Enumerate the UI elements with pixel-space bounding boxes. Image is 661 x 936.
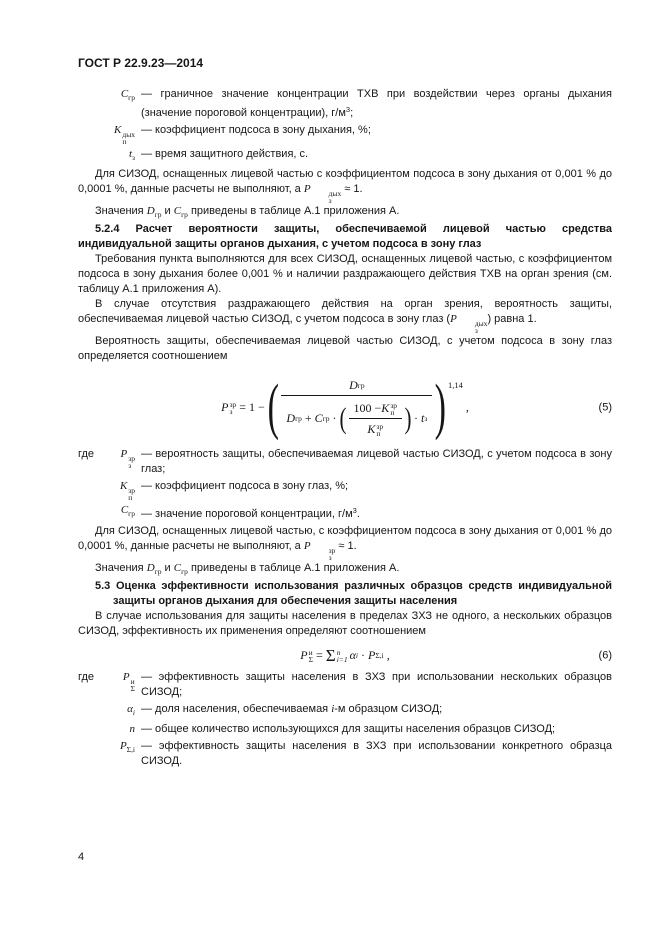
where-item-cgr	[78, 503, 612, 522]
left-paren-big: (	[267, 373, 279, 442]
definition-text	[141, 87, 612, 121]
text-run: — значение пороговой концентрации, г/м	[141, 508, 353, 520]
multiply-operator: ·	[361, 648, 366, 662]
math-stack	[458, 320, 488, 334]
paragraph-values-table-a1-2	[78, 561, 612, 579]
math-stack	[128, 487, 135, 501]
math-sub: з	[132, 153, 135, 162]
math-sub: гр	[154, 210, 162, 219]
paragraph-several-samples: В случае использования для защиты населения в пределах ЗХЗ не одного, а нескольких образцов СИЗОД, эффективность их применения определяют соотношением	[78, 610, 612, 637]
fraction-numerator	[281, 376, 432, 396]
math-stack	[309, 649, 313, 663]
where-list-5	[78, 447, 612, 522]
math-sub: i	[132, 708, 135, 717]
math-stack	[312, 190, 342, 204]
superscript-3: 3	[345, 105, 351, 114]
definition-item-tz	[78, 147, 612, 165]
math-var: P	[122, 671, 130, 683]
term-c-gr	[78, 503, 141, 522]
math-var: n	[129, 723, 135, 735]
definition-text: — общее количество использующихся для защиты населения образцов СИЗОД;	[141, 723, 556, 735]
math-sub: з	[474, 326, 478, 335]
definition-text	[141, 503, 612, 522]
term-alpha-i	[78, 702, 141, 720]
text-run: ≈ 1.	[335, 540, 357, 552]
text-run: Значения	[95, 205, 147, 217]
term-t-z	[78, 147, 141, 165]
definition-item-kp-dyh	[78, 123, 612, 145]
text-run: приведены в таблице А.1 приложения А.	[187, 562, 400, 574]
text-run: и	[161, 205, 174, 217]
term-k-p-zr	[78, 479, 141, 501]
math-sub: з	[128, 461, 132, 470]
definition-text: — эффективность защиты населения в ЗХЗ при использовании конкретного образца СИЗОД.	[141, 740, 612, 767]
math-sub: гр	[322, 414, 330, 423]
math-var: D	[286, 411, 296, 425]
math-sub: гр	[357, 381, 365, 390]
fraction-denominator	[281, 396, 432, 439]
definition-text: — время защитного действия, с.	[141, 148, 309, 160]
text-run: Для СИЗОД, оснащенных лицевой частью с коэффициентом подсоса в зону дыхания от 0,001 % до 0,0001 %, данные расчеты не выполняют, а	[78, 168, 612, 195]
text-run: ) равна 1.	[487, 313, 537, 325]
math-sub: п	[376, 428, 381, 438]
equation-number-5: (5)	[598, 401, 612, 413]
math-stack	[312, 547, 336, 561]
math-var: K	[367, 422, 376, 436]
text-run: В случае отсутствия раздражающего действия на орган зрения, вероятность защиты, обеспечиваемая лицевой частью СИЗОД, с учетом подсоса в зону глаз (	[78, 298, 612, 325]
math-stack	[122, 131, 135, 145]
term-p-sum	[78, 670, 141, 700]
math-var: K	[119, 480, 128, 492]
math-sub: гр	[181, 210, 188, 219]
text-run: .	[356, 508, 360, 520]
term-c-gr	[78, 87, 141, 121]
where-list-6	[78, 670, 612, 769]
plus-operator: +	[304, 411, 312, 425]
heading-5-2-4: 5.2.4 Расчет вероятности защиты, обеспечиваемой лицевой частью средства индивидуальной защиты органов дыхания, с учетом подсоса в зону глаз	[78, 223, 612, 250]
sum-lower-limit: i=1	[336, 654, 348, 664]
sum-limits	[337, 649, 348, 663]
formula-6-expression	[300, 647, 389, 664]
page-number: 4	[78, 851, 85, 863]
text-run: и	[161, 562, 174, 574]
text-run: -м образцом СИЗОД;	[334, 703, 443, 715]
trailing-comma: ,	[465, 400, 469, 414]
math-var: D	[146, 205, 155, 217]
right-paren-big: )	[434, 373, 447, 442]
math-sup: зр	[128, 454, 135, 463]
math-var: i	[331, 703, 335, 715]
math-var: C	[120, 504, 129, 516]
math-var: α	[349, 648, 356, 662]
term-p-sigma-i	[78, 739, 141, 769]
math-sub: п	[128, 493, 133, 502]
math-var: D	[349, 378, 358, 392]
math-sup: зр	[390, 400, 398, 410]
math-var: P	[450, 313, 457, 325]
math-sub: з	[424, 414, 428, 423]
multiply-operator: ·	[332, 411, 337, 425]
math-sub: гр	[181, 567, 188, 576]
math-sub: з	[328, 553, 332, 562]
math-stack	[376, 423, 383, 437]
math-var: P	[119, 740, 127, 752]
math-var: t	[421, 411, 425, 425]
math-var: P	[120, 448, 128, 460]
term-p-zr	[78, 447, 141, 477]
definition-text	[141, 702, 612, 720]
math-stack	[229, 401, 236, 415]
where-label: где	[78, 671, 95, 683]
outer-fraction	[281, 376, 432, 439]
where-item-kp-zr	[78, 479, 612, 501]
math-sub: гр	[295, 414, 302, 423]
paragraph-sizod-dyh	[78, 167, 612, 204]
paragraph-values-table-a1	[78, 204, 612, 222]
math-relation: = 1 −	[239, 400, 265, 414]
math-sup: зр	[128, 486, 135, 495]
math-var: P	[300, 648, 308, 662]
math-sub: гр	[154, 567, 162, 576]
math-sub: Σ,i	[375, 651, 384, 660]
definition-text: — коэффициент подсоса в зону дыхания, %;	[141, 124, 371, 136]
math-sup: и	[130, 677, 135, 686]
math-sup: и	[308, 647, 313, 657]
formula-5	[78, 373, 612, 442]
math-sup: зр	[376, 421, 384, 431]
paragraph-sizod-zr	[78, 524, 612, 561]
where-item-alpha	[78, 702, 612, 720]
math-sup: дых	[474, 319, 488, 328]
math-sub: Σ,i	[126, 745, 135, 754]
math-var: P	[221, 400, 229, 414]
text-run: приведены в таблице А.1 приложения А.	[187, 205, 400, 217]
math-var: t	[128, 148, 133, 160]
math-sub: Σ	[130, 684, 135, 693]
definition-text: — коэффициент подсоса в зону глаз, %;	[141, 480, 349, 492]
heading-5-3: 5.3 Оценка эффективности использования различных образцов средств индивидуальной защиты органов дыхания для обеспечения защиты населения	[95, 580, 612, 607]
where-label: где	[78, 448, 95, 460]
math-sup: дых	[328, 189, 342, 198]
math-var: C	[120, 88, 129, 100]
math-var: P	[303, 183, 311, 195]
math-var: C	[173, 562, 182, 574]
text-run: Для СИЗОД, оснащенных лицевой частью, с коэффициентом подсоса в зону дыхания от 0,001 % до 0,0001 %, данные расчеты не выполняют, а	[78, 525, 612, 552]
definition-text: — эффективность защиты населения в ЗХЗ при использовании нескольких образцов СИЗОД;	[141, 671, 612, 698]
where-item-p-sigma-i	[78, 739, 612, 769]
formula-5-expression	[221, 373, 469, 442]
math-var: K	[381, 401, 390, 415]
fraction-denominator	[349, 419, 403, 438]
sum-upper-limit: n	[336, 647, 341, 657]
math-var: K	[114, 124, 122, 136]
text-run: — доля населения, обеспечиваемая	[141, 703, 332, 715]
math-sub: з	[229, 406, 233, 416]
math-var: D	[146, 562, 155, 574]
sum-operator: Σ	[325, 646, 336, 665]
left-paren-mid: (	[339, 402, 347, 435]
inner-fraction	[349, 399, 403, 438]
math-const: 100 −	[353, 401, 382, 415]
math-sub: п	[122, 137, 127, 146]
definition-text: — вероятность защиты, обеспечиваемая лицевой частью СИЗОД, с учетом подсоса в зону глаз;	[141, 448, 612, 475]
paragraph-probability-eyes: Вероятность защиты, обеспечиваемая лицевой частью СИЗОД, с учетом подсоса в зону глаз определяется соотношением	[78, 335, 612, 362]
math-var: C	[314, 411, 323, 425]
term-k-p-dyh	[78, 123, 141, 145]
paragraph-requirements: Требования пункта выполняются для всех СИЗОД, оснащенных лицевой частью, с коэффициентом подсоса в зону дыхания более 0,001 % и наличии раздражающего действия ТХВ на орган зрения (см. таблицу А.1 приложения А).	[78, 253, 612, 295]
definition-list-top	[78, 87, 612, 165]
math-sub: з	[328, 196, 332, 205]
where-item-n	[78, 722, 612, 737]
paragraph-no-irritation	[78, 297, 612, 334]
math-sub: гр	[128, 509, 135, 518]
formula-6	[78, 647, 612, 664]
text-run: — граничное значение концентрации ТХВ при воздействии через органы дыхания (значение пороговой концентрации), г/м	[141, 88, 612, 119]
math-sub: п	[390, 407, 395, 417]
math-sub: Σ	[308, 654, 314, 664]
math-sub: i	[355, 651, 359, 660]
text-run: ≈ 1.	[341, 183, 363, 195]
equals-operator: =	[316, 648, 323, 662]
math-sup: зр	[328, 546, 336, 555]
text-run: ;	[350, 107, 354, 119]
fraction-numerator	[349, 399, 403, 419]
math-var: P	[303, 540, 311, 552]
math-stack	[128, 455, 135, 469]
math-sup: дых	[122, 130, 135, 139]
text-run: Значения	[95, 562, 147, 574]
definition-item-cgr	[78, 87, 612, 121]
math-var: P	[368, 648, 376, 662]
where-item-pzr	[78, 447, 612, 477]
equation-number-6: (6)	[598, 649, 612, 661]
math-var: α	[127, 703, 133, 715]
math-var: C	[173, 205, 182, 217]
math-sub: гр	[128, 93, 135, 102]
term-n	[78, 722, 141, 737]
superscript-3: 3	[352, 506, 357, 515]
trailing-comma: ,	[386, 648, 390, 662]
where-item-p-sum	[78, 670, 612, 700]
math-stack	[131, 678, 135, 692]
math-sup: зр	[229, 399, 237, 409]
right-paren-mid: )	[404, 402, 412, 435]
page-header: ГОСТ Р 22.9.23—2014	[78, 56, 204, 70]
exponent: 1,14	[448, 380, 463, 390]
math-stack	[390, 402, 397, 416]
multiply-operator: ·	[414, 411, 419, 425]
